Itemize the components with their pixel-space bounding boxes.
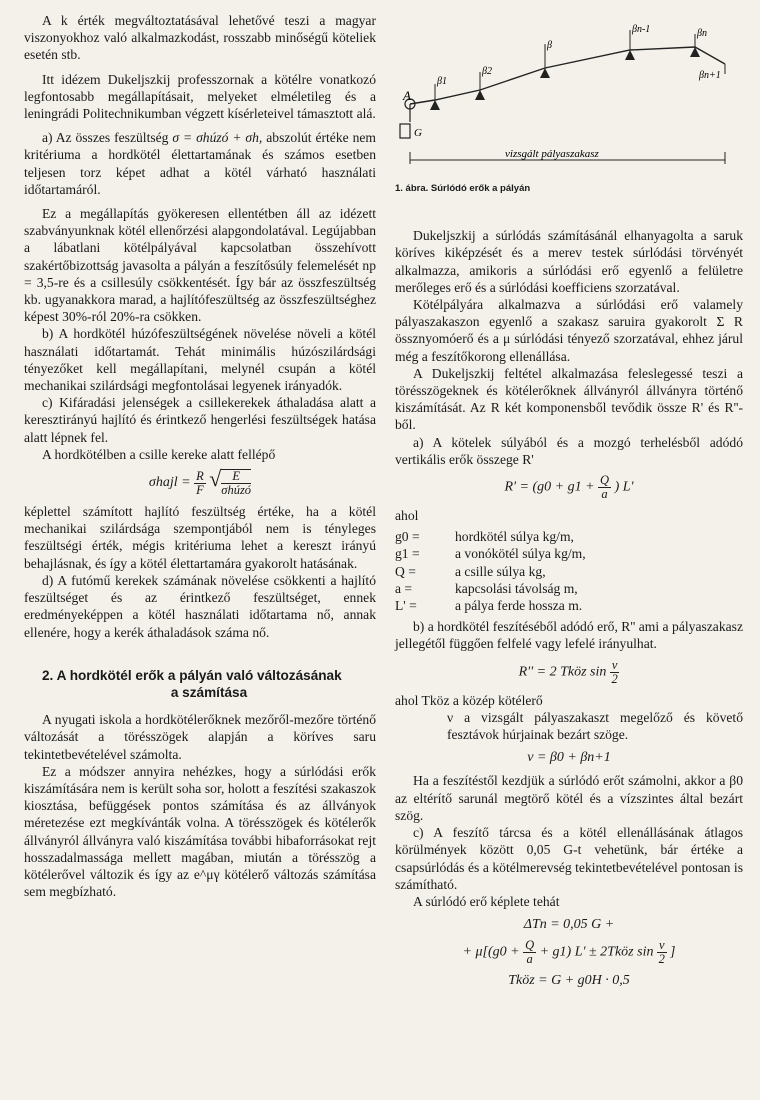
numerator: Q xyxy=(600,473,610,488)
label-bnp1: βn+1 xyxy=(699,70,721,81)
equation-hajlito xyxy=(24,466,376,498)
definition-text: kapcsolási távolság m, xyxy=(455,580,578,596)
equation-nu: ν = β0 + βn+1 xyxy=(527,750,611,766)
definition-symbol: a = xyxy=(395,580,413,596)
paragraph: képlettel számított hajlító feszültség értéke, ha a kötél mechanikai szilárdsága szempontjából nem is tényleges feszültségi érték, mégis kritériuma lehet a kereszt irányú behajlásnak, és így a kötél élettartamára gyakorolt hatásának. xyxy=(24,504,376,571)
definition-text: a pálya ferde hossza m. xyxy=(455,598,583,614)
section-heading-cont: a számítása xyxy=(170,684,248,700)
definition-row xyxy=(395,563,743,580)
equation-r1 xyxy=(395,474,743,501)
section-heading: 2. A hordkötél erők a pályán való változásának xyxy=(42,667,342,683)
denominator: F xyxy=(196,482,204,497)
numerator: E xyxy=(221,470,251,484)
paragraph: A súrlódó erő képlete tehát xyxy=(413,893,560,909)
text: abszolút értéke nem kritériuma a hordkötél élettartamának és számos esetben teljesen torz képet adhat a kötél várható használati időtartamáról. xyxy=(24,130,376,197)
label-bn: βn xyxy=(697,28,707,39)
paragraph: A nyugati iskola a hordkötélerőknek mezőről-mezőre történő változását a törésszögek alapján a köríves saru tekintetbevételével számolta. xyxy=(24,712,376,762)
label-a: A xyxy=(403,88,411,103)
paragraph: Dukeljszkij a súrlódás számításánál elhanyagolta a saruk köríves kiképzését és a merev testek súrlódási törvényét alkalmazza, amikoris a súrlódási erő egyenlő a felületre merőleges erő és a súrlódási koefficiens szorzatával. xyxy=(395,228,743,295)
label-b2: β2 xyxy=(482,66,492,77)
label-b: β xyxy=(547,40,552,51)
definition-text: hordkötél súlya kg/m, xyxy=(455,529,574,545)
eq-lhs: σhajl = xyxy=(148,475,191,491)
paragraph: Ez a módszer annyira nehézkes, hogy a súrlódási erők kiszámítására nem is került soha sor, holott a feszítési szakaszok kiosztása, befüggések pontos számítása és az állványok méretezése ezt megkívánták volna. A törésszögek és kötélerők állványról állványra való kiszámítása további hibaforrásokat rejt hosszadalmassága mellett magában, miután a törésszög a kötélerővel változik és így az e^μγ kötélerő változás számítása sem megbízható. xyxy=(24,763,376,900)
definition-text: a csille súlya kg, xyxy=(455,563,546,579)
paragraph: ν a vizsgált pályaszakaszt megelőző és követő fesztávok húrjainak bezárt szöge. xyxy=(447,709,743,743)
numerator: Q xyxy=(525,938,535,953)
label-b1: β1 xyxy=(437,76,447,87)
equation-delta-t: ΔTn = 0,05 G + xyxy=(523,917,615,933)
fraction-e-sigma xyxy=(221,469,251,497)
definition-text: a vonókötél súlya kg/m, xyxy=(455,546,586,562)
eq-part: + g1) L' ± 2Tköz sin xyxy=(539,945,654,961)
definition-row xyxy=(395,528,743,545)
span-label: vizsgált pályaszakasz xyxy=(505,148,599,160)
paragraph: A k érték megváltoztatásával lehetővé teszi a magyar viszonyokhoz való alkalmazkodást, rosszabb minőségű köteliek esetén stb. xyxy=(24,13,376,63)
definition-symbol: g0 = xyxy=(395,529,420,545)
fraction-q-a xyxy=(598,474,611,501)
definition-row xyxy=(395,597,743,614)
label-bn1: βn-1 xyxy=(632,24,651,35)
paragraph: a) A kötelek súlyából és a mozgó terhelésből adódó vertikális erők összege R' xyxy=(395,434,743,467)
denominator: 2 xyxy=(658,952,665,967)
figure-caption: 1. ábra. Súrlódó erők a pályán xyxy=(395,183,531,194)
eq-part: + μ[(g0 + xyxy=(462,945,520,961)
left-column xyxy=(24,12,376,900)
definition-symbol: L' = xyxy=(395,598,417,614)
paragraph: c) A feszítő tárcsa és a kötél ellenállásának átlagos körülmények között 0,05 G-t vehetünk, bár értéke a csapsúrlódás és a kötélmerevség tekintetbevételével pontosan is számítható. xyxy=(395,825,743,892)
fraction-nu-2 xyxy=(657,939,667,966)
definitions-list xyxy=(395,528,743,614)
paragraph: c) Kifáradási jelenségek a csillekerekek áthaladása alatt a keresztirányú hajlító és érintkező hengerlési feszültségek hatása alatt lépnek fel. xyxy=(24,395,376,445)
sqrt-sign: √ xyxy=(209,466,222,492)
paragraph: b) A hordkötél húzófeszültségének növelése növeli a kötél használati időtartamát. Tehát minimális húzószilárdsági tényezőket kell megállapítani, melynél csupán a kötél mechanikai szilárdsági megfontolásai legyenek irányadók. xyxy=(24,326,376,394)
figure-svg xyxy=(395,12,745,172)
paragraph: A Dukeljszkij feltétel alkalmazása feleslegessé teszi a törésszögeknek és kötélerőknek állványról állványra történő kiszámítását. Az R két komponensből tevődik össze R' és R''-ből. xyxy=(395,365,743,433)
fraction-q-a xyxy=(523,939,536,966)
denominator: a xyxy=(601,487,608,502)
paragraph: ahol Tköz a közép kötélerő xyxy=(395,692,543,708)
paragraph: d) A futómű kerekek számának növelése csökkenti a hajlító feszültséget és az érintkező feszültséget, ennek eredményeképpen a kötél használati időtartama nő, annak ellenére, hogy a kerék áthaladások száma nő. xyxy=(24,572,376,640)
eq-part: R'' = 2 Tköz sin xyxy=(518,664,607,680)
equation-delta-t-cont xyxy=(395,939,743,966)
defs-intro: ahol xyxy=(395,508,419,524)
paragraph: Kötélpályára alkalmazva a súrlódási erő valamely pályaszakaszon egyenlő a szakasz saruira gyakorolt Σ R össznyomóerő és a μ súrlódási tényező szorzatával, ehhez járul még a feszítőkorong ellenállása. xyxy=(395,297,743,364)
equation-inline: σ = σhúzó + σh, xyxy=(172,130,263,146)
paragraph: Itt idézem Dukeljszkij professzornak a kötélre vonatkozó legfontosabb megállapításait, melyeket elméletileg és a leningrádi Politechnikumban végzett kísérleteivel támasztott alá. xyxy=(24,71,376,122)
definition-symbol: g1 = xyxy=(395,546,420,562)
paragraph: Ez a megállapítás gyökeresen ellentétben áll az idézett szabványunknak kötél ellenőrzési alapgondolatával. Legújabban a lábatlani kötélpályával kapcsolatban összehívott szakértőbizottság javasolta a pályán a feszítősúly felemelését np = 3,5-re és a csillesúly csökkentését. Így bár az összfeszültség kb. ugyanakkora marad, a hajlítófeszültség az összfeszültséghez képest 30%-ról 20%-ra csökken. xyxy=(24,206,376,325)
eq-part: ] xyxy=(670,945,676,961)
paragraph: Ha a feszítéstől kezdjük a súrlódó erőt számolni, akkor a β0 az eltérítő sarunál megtörő kötél és a vízszintes által bezárt szög. xyxy=(395,773,743,823)
definition-symbol: Q = xyxy=(395,563,416,579)
fraction-r-f xyxy=(194,470,206,497)
definition-row xyxy=(395,580,743,597)
label-g: G xyxy=(414,127,422,139)
denominator: 2 xyxy=(611,671,618,686)
fraction-nu-2 xyxy=(610,659,620,686)
denominator: σhúzó xyxy=(221,483,252,498)
denominator: a xyxy=(526,952,533,967)
right-column xyxy=(395,12,743,996)
paragraph: A hordkötélben a csille kereke alatt fellépő xyxy=(42,446,276,462)
numerator: R xyxy=(196,468,204,483)
definition-row xyxy=(395,545,743,562)
paragraph xyxy=(24,129,376,198)
equation-tkoz: Tköz = G + g0H · 0,5 xyxy=(508,973,630,989)
equation-r2 xyxy=(395,659,743,686)
numerator: ν xyxy=(611,657,618,672)
figure-friction xyxy=(395,12,745,174)
numerator: ν xyxy=(658,938,665,953)
eq-part: R' = (g0 + g1 + xyxy=(504,479,595,495)
paragraph: b) a hordkötél feszítéséből adódó erő, R'' ami a pályaszakasz jellegétől függően felfelé vagy lefelé irányulhat. xyxy=(395,619,743,652)
text: a) Az összes feszültség xyxy=(42,130,169,146)
eq-part: ) L' xyxy=(614,479,634,495)
